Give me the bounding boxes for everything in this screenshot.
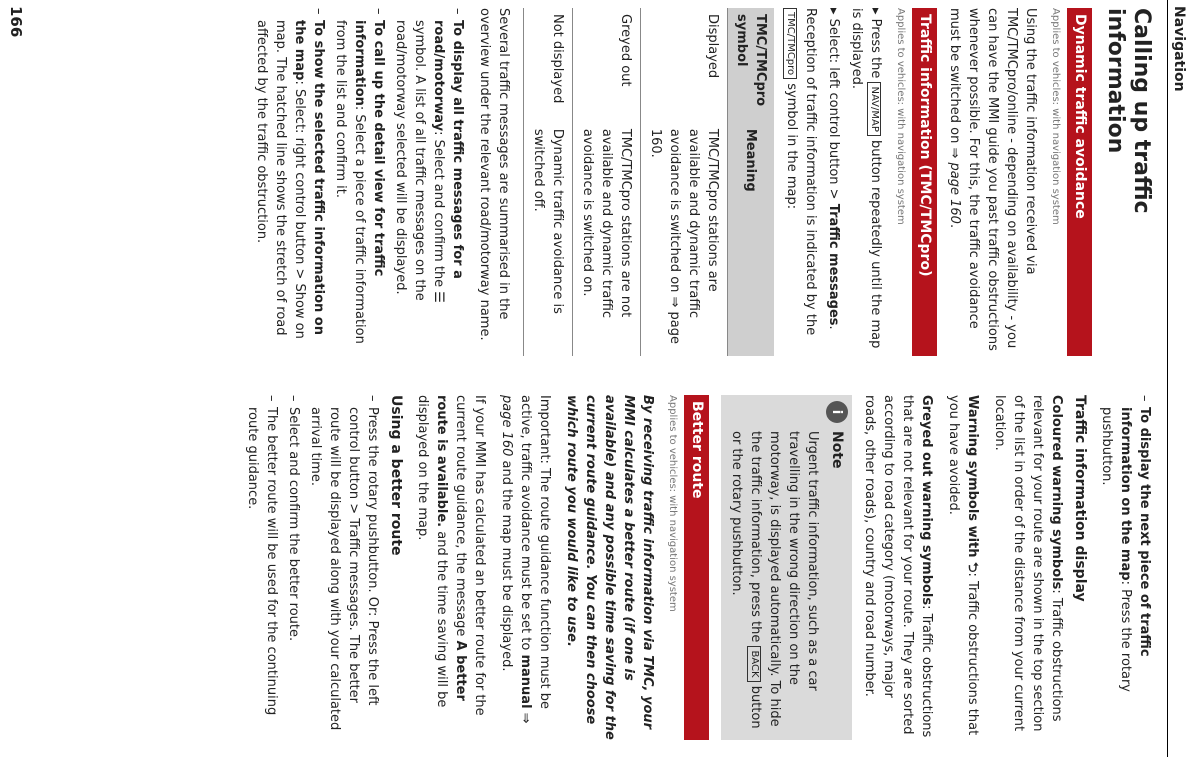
list-item: – To display the next piece of traffic information on the map: Press the rotary pushbutton. [1097, 395, 1154, 740]
traffic-information-heading: Traffic information (TMC/TMCpro) [912, 8, 937, 356]
step-2: ▸ Select: left control button > Traffic messages. [826, 8, 841, 330]
page-reference-link[interactable]: ⇒ page 160 [947, 147, 962, 224]
indicator-paragraph: Reception of traffic information is indicated by the TMC/TMCpro symbol in the map: [784, 8, 818, 336]
table-row: Displayed TMC/TMCpro stations are available and dynamic traffic avoidance is switched on ⇒ page 160. [641, 8, 728, 356]
applies-note: Applies to vehicles: with navigation system [667, 395, 678, 612]
dta-paragraph: Using the traffic information received via TMC/TMCpro/online - depending on availability - you can have the MMI guide you past traffic obstructions whenever possible. For this, the traffic avoidance must be switched on ⇒ page 160. [947, 8, 1038, 351]
better-route-steps [243, 395, 382, 740]
nav-map-key: NAV/MAP [867, 82, 881, 135]
coloured-symbols-paragraph: Coloured warning symbols: Traffic obstructions relevant for your route are shown in the top section of the list in order of the distance from your current location. [992, 395, 1064, 732]
tmc-key: TMC/TMCpro [783, 8, 797, 79]
page-reference-link[interactable]: ⇒ page 160 [499, 395, 533, 724]
better-route-intro: By receiving traffic information via TMC, your MMI calculates a better route (if one is available) and any possible time saving for the current route guidance. You can then choose which route you would like to use. [564, 395, 655, 740]
table-row: Not displayed Dynamic traffic avoidance is switched off. [524, 8, 573, 356]
left-column [244, 8, 1154, 356]
info-icon: i [826, 401, 848, 423]
traffic-display-heading: Traffic information display [1072, 395, 1088, 602]
note-box [721, 395, 852, 740]
action-list [252, 8, 467, 356]
list-item: – Press the rotary pushbutton. Or: Press the left control button > Traffic messages. The better route will be displayed along with your calculated arrival time. [306, 395, 382, 740]
dynamic-traffic-avoidance-heading: Dynamic traffic avoidance [1067, 8, 1092, 356]
table-row: Greyed out TMC/TMCpro stations are not available and dynamic traffic avoidance is switched on. [573, 8, 641, 356]
important-paragraph: Important: The route guidance function must be active, traffic avoidance must be set to manual ⇒ page 160 and the map must be displayed. [499, 395, 552, 724]
note-title: Note [829, 431, 846, 469]
right-column [235, 395, 1154, 740]
header-rule [1167, 0, 1168, 757]
warning-symbols-paragraph: Warning symbols with ⮌: Traffic obstructions that you have avoided. [946, 395, 980, 736]
calc-paragraph: If your MMI has calculated an better route for the current route guidance, the message A better route is available. and the time saving will be displayed on the map. [415, 395, 487, 716]
tmc-symbol-table [523, 8, 774, 356]
summary-paragraph: Several traffic messages are summarised in the overview under the relevant road/motorway name. [477, 8, 511, 341]
applies-note: Applies to vehicles: with navigation system [1050, 8, 1061, 225]
step-1: ▸ Press the NAV/MAP button repeatedly until the map is displayed. [849, 8, 883, 349]
table-header-meaning: Meaning [728, 123, 775, 356]
list-item: – Select and confirm the better route. [284, 395, 303, 740]
better-route-heading: Better route [684, 395, 709, 740]
list-item: – To call up the detail view for traffic information: Select a piece of traffic information from the list and confirm it. [331, 8, 388, 356]
page-header [1168, 0, 1190, 757]
greyed-symbols-paragraph: Greyed out warning symbols: Traffic obstructions that are not relevant for your route. They are sorted according to road category (motorways, major roads, other roads), country and road number. [862, 395, 934, 738]
note-body: Urgent traffic information, such as a car travelling in the wrong direction on the motorway, is displayed automatically. To hide the traffic information, press the BACK button or the rotary pushbutton. [729, 431, 820, 729]
back-key: BACK [747, 646, 761, 681]
section-title: Navigation [1171, 6, 1187, 92]
list-item: – To display all traffic messages for a road/motorway: Select and confirm the ☰ symbol. A list of all traffic messages on the road/motorway selected will be displayed. [391, 8, 467, 356]
action-list-continued [1097, 395, 1154, 740]
table-header-symbol: TMC/TMCpro symbol [728, 8, 775, 123]
page-number: 166 [7, 6, 25, 38]
list-item: – The better route will be used for the continuing route guidance. [243, 395, 281, 740]
page-title: Calling up traffic information [1103, 8, 1154, 214]
list-item: – To show the selected traffic information on the map: Select: right control button > Show on map. The hatched line shows the stretch of road affected by the traffic obstruction. [252, 8, 328, 356]
using-better-route-heading: Using a better route [388, 395, 404, 556]
applies-note: Applies to vehicles: with navigation system [895, 8, 906, 225]
